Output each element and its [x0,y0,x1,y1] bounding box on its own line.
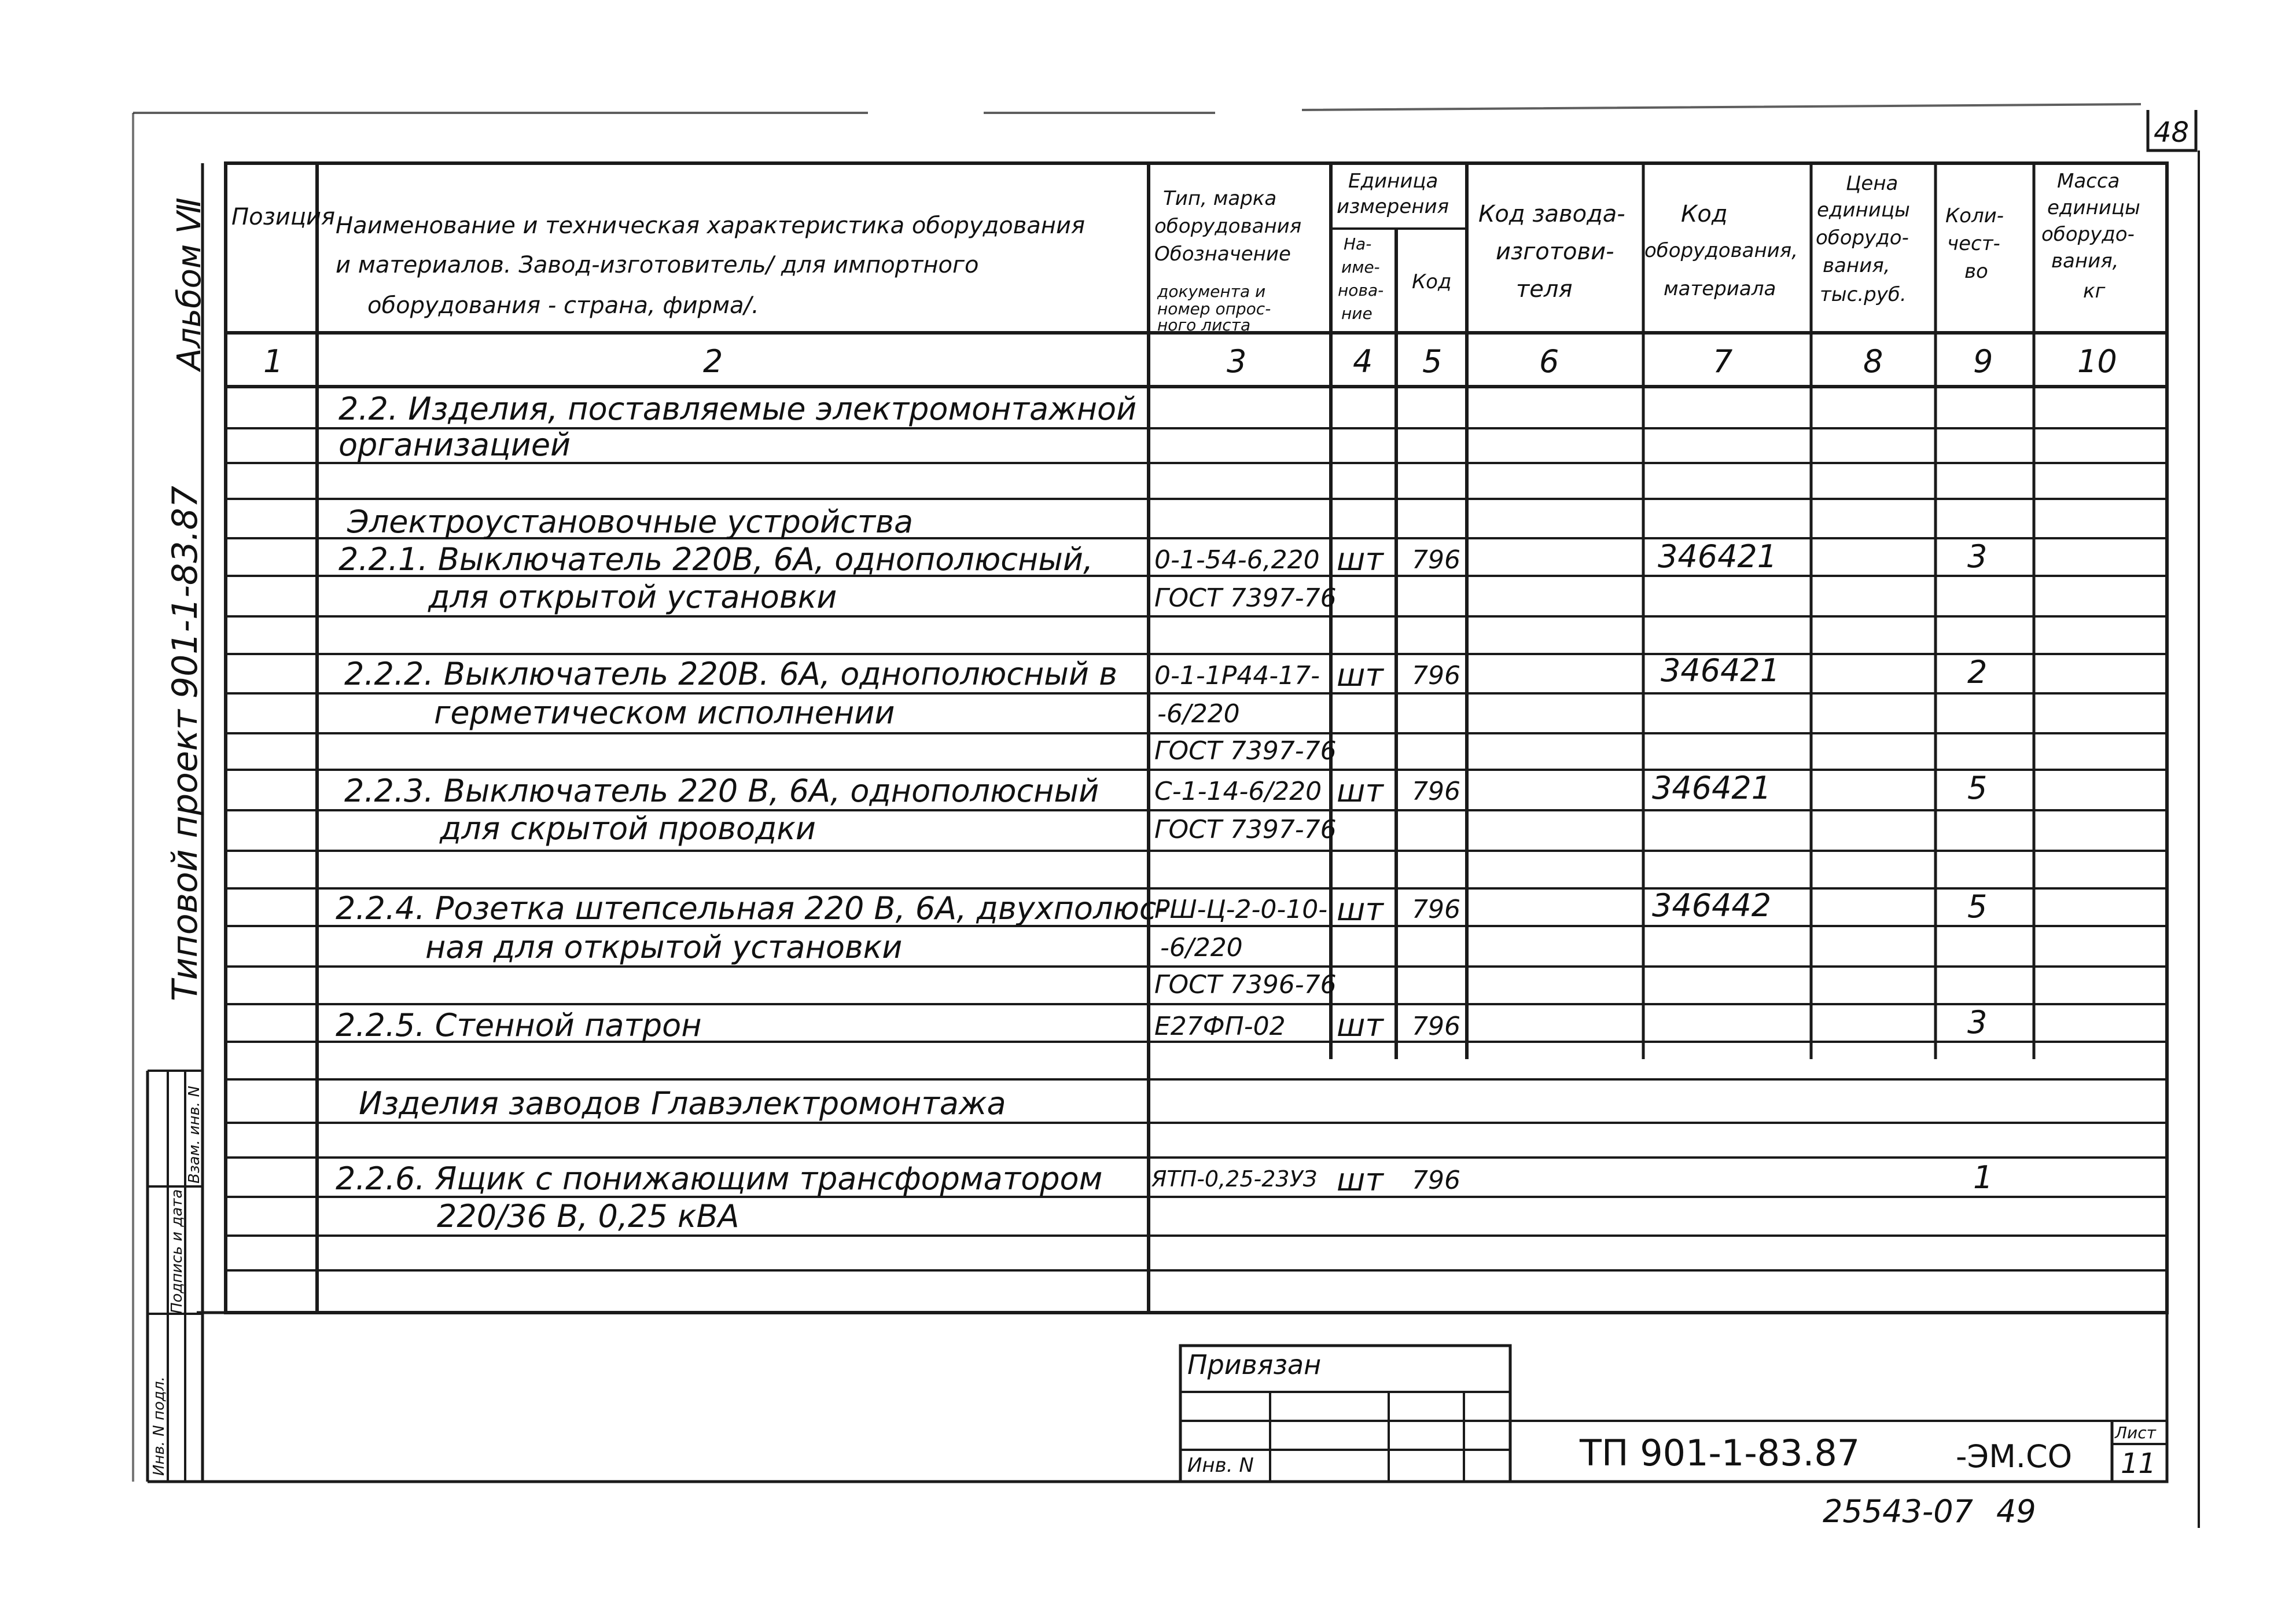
header-name-line1: Наименование и техническая характеристика оборудования [336,212,1085,239]
item-2-2-1-code: 796 [1412,545,1460,575]
header-type-line5: номер опрос- [1157,299,1271,318]
header-price-5: тыс.руб. [1820,283,1907,306]
header-unit-name-4: ние [1341,304,1373,323]
col-number-10: 10 [2077,343,2117,380]
item-2-2-2-unit: шт [1337,657,1384,693]
item-2-2-2-name-cont: герметическом исполнении [434,695,895,731]
item-2-2-4-qty: 5 [1967,888,1988,925]
item-2-2-2-type: 0-1-1Р44-17- [1154,661,1320,690]
header-eq-code-1: Код [1681,201,1728,227]
header-unit-name-1: На- [1344,234,1372,253]
header-factory-code-3: теля [1516,276,1573,303]
item-2-2-5-qty: 3 [1967,1004,1988,1041]
item-2-2-1-qty: 3 [1967,538,1988,575]
row-subsection-title: Электроустановочные устройства [347,504,914,540]
item-2-2-5-code: 796 [1412,1012,1460,1041]
col-number-6: 6 [1539,343,1559,380]
col-number-4: 4 [1353,343,1373,380]
header-unit-title-2: измерения [1337,195,1449,218]
header-factory-code-1: Код завода- [1478,201,1625,227]
item-2-2-2-name: 2.2.2. Выключатель 220В. 6А, однополюсный в [344,656,1117,692]
header-qty-2: чест- [1947,232,2000,255]
title-sheet-label: Лист [2115,1423,2156,1442]
header-mass-3: оборудо- [2041,223,2135,246]
item-2-2-2-type-cont: -6/220 [1157,699,1240,729]
row-section-title-cont: организацией [338,427,571,463]
header-type-line4: документа и [1157,282,1266,301]
item-2-2-4-name-cont: ная для открытой установки [425,929,903,965]
item-2-2-1-name-cont: для открытой установки [428,579,837,615]
row-section-title: 2.2. Изделия, поставляемые электромонтажной [338,391,1137,427]
item-2-2-1-type: 0-1-54-6,220 [1154,545,1320,575]
item-2-2-6-name-cont: 220/36 В, 0,25 кВА [437,1198,739,1234]
item-2-2-3-unit: шт [1337,773,1384,809]
stamp-inv-podl: Инв. N подл. [150,1376,168,1476]
item-2-2-4-type: РШ-Ц-2-0-10- [1154,895,1328,924]
header-unit-name-2: име- [1341,258,1380,277]
side-label-project: Типовой проект 901-1-83.87 [165,486,205,1001]
item-2-2-4-eq: 346442 [1652,887,1772,924]
header-mass-1: Масса [2057,170,2120,193]
item-2-2-4-gost: ГОСТ 7396-76 [1154,970,1337,1000]
item-2-2-2-qty: 2 [1967,654,1988,690]
col-number-1: 1 [263,343,284,380]
col-number-5: 5 [1422,343,1443,380]
header-factory-code-2: изготови- [1496,238,1614,265]
col-number-2: 2 [703,343,723,380]
bottom-code-number: 25543-07 [1823,1493,1973,1530]
item-2-2-1-gost: ГОСТ 7397-76 [1154,583,1337,613]
item-2-2-1-unit: шт [1337,541,1384,578]
title-doc-suffix: -ЭМ.СО [1956,1438,2073,1475]
item-2-2-3-name-cont: для скрытой проводки [440,810,816,847]
item-2-2-1-name: 2.2.1. Выключатель 220В, 6А, однополюсный, [338,541,1094,578]
item-2-2-5-name: 2.2.5. Стенной патрон [336,1007,702,1044]
top-right-number: 48 [2154,116,2190,149]
header-qty-1: Коли- [1945,204,2004,227]
item-2-2-2-eq: 346421 [1661,652,1780,689]
item-2-2-4-type-cont: -6/220 [1160,933,1243,962]
item-2-2-5-type: Е27ФП-02 [1154,1012,1286,1041]
col-number-9: 9 [1973,343,1993,380]
header-type-line2: оборудования [1154,215,1302,238]
header-mass-2: единицы [2047,196,2140,219]
item-2-2-6-name: 2.2.6. Ящик с понижающим трансформатором [336,1160,1103,1197]
item-2-2-2-code: 796 [1412,661,1460,690]
title-privyazan: Привязан [1187,1349,1322,1380]
item-2-2-4-code: 796 [1412,895,1460,924]
header-price-3: оборудо- [1816,226,1909,249]
bottom-page-number: 49 [1996,1493,2036,1530]
title-doc-code: ТП 901-1-83.87 [1580,1432,1860,1474]
stamp-vzam-inv: Взам. инв. N [186,1086,203,1184]
col-number-8: 8 [1863,343,1883,380]
col-number-3: 3 [1227,343,1247,380]
header-price-2: единицы [1817,199,1910,222]
header-unit-name-3: нова- [1338,281,1384,300]
header-price-1: Цена [1846,172,1898,195]
item-2-2-1-eq: 346421 [1658,538,1778,575]
header-type-line6: ного листа [1157,315,1251,335]
header-eq-code-3: материала [1664,277,1776,300]
header-name-line3: оборудования - страна, фирма/. [367,292,759,319]
header-qty-3: во [1964,260,1988,283]
stamp-podpis-data: Подпись и дата [168,1189,186,1314]
side-label-album: Альбом Ⅶ [171,197,208,370]
item-2-2-5-unit: шт [1337,1007,1384,1044]
item-2-2-6-unit: шт [1337,1162,1384,1198]
header-price-4: вания, [1823,254,1890,277]
item-2-2-3-code: 796 [1412,777,1460,806]
item-2-2-3-name: 2.2.3. Выключатель 220 В, 6А, однополюсный [344,773,1099,809]
item-2-2-6-type: ЯТП-0,25-23УЗ [1151,1166,1318,1192]
header-unit-code: Код [1412,270,1452,293]
header-eq-code-2: оборудования, [1644,239,1798,262]
header-unit-title-1: Единица [1348,170,1438,193]
col-number-7: 7 [1713,343,1733,380]
item-2-2-4-unit: шт [1337,891,1384,928]
item-2-2-3-eq: 346421 [1652,770,1772,806]
title-inv-n: Инв. N [1187,1454,1254,1477]
item-2-2-2-gost: ГОСТ 7397-76 [1154,736,1337,766]
header-mass-4: вания, [2051,249,2119,273]
header-mass-5: кг [2083,280,2106,303]
item-2-2-6-code: 796 [1412,1166,1460,1195]
item-2-2-6-qty: 1 [1973,1159,1993,1196]
header-name-line2: и материалов. Завод-изготовитель/ для импортного [336,252,979,278]
row-subsection-glavelektro: Изделия заводов Главэлектромонтажа [359,1085,1006,1122]
item-2-2-4-name: 2.2.4. Розетка штепсельная 220 В, 6А, двухполюс- [336,890,1168,927]
item-2-2-3-gost: ГОСТ 7397-76 [1154,815,1337,844]
header-type-line1: Тип, марка [1163,187,1277,210]
item-2-2-3-qty: 5 [1967,770,1988,806]
item-2-2-3-type: С-1-14-6/220 [1154,777,1322,806]
title-sheet-number: 11 [2121,1447,2157,1480]
header-position: Позиция [231,204,336,230]
header-type-line3: Обозначение [1154,243,1291,266]
